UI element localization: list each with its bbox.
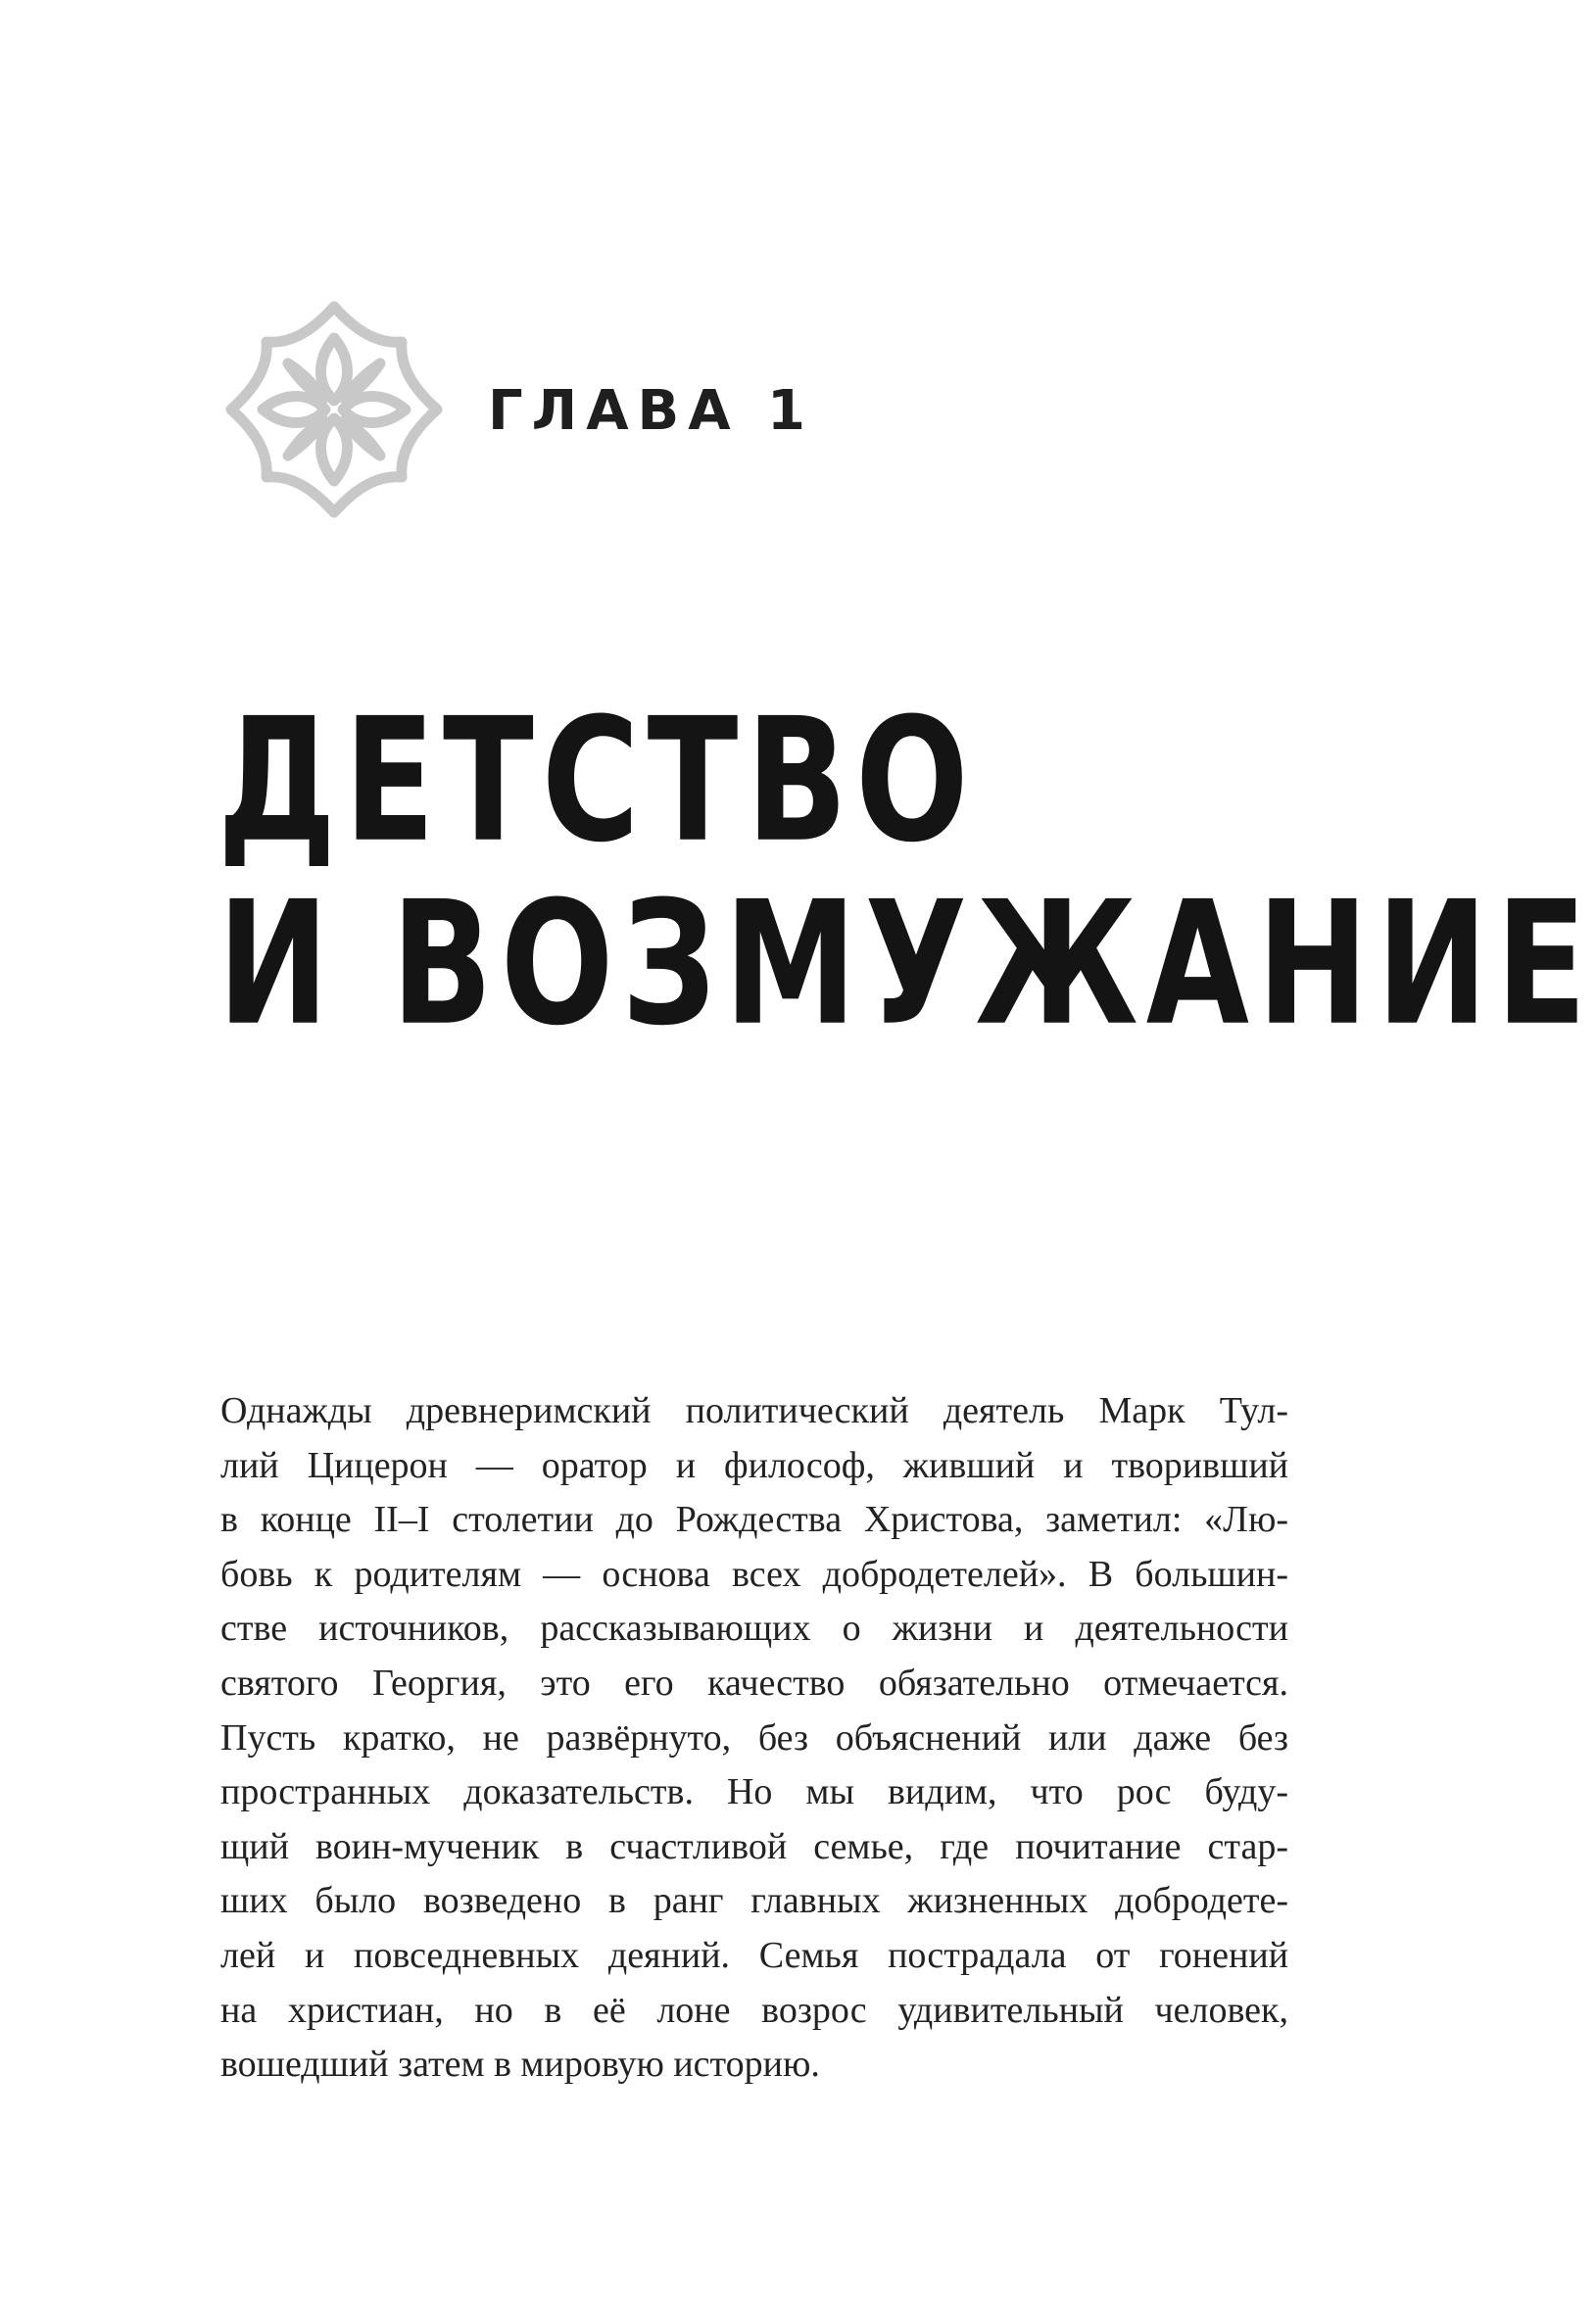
chapter-title-line: ДЕТСТВО — [218, 682, 977, 881]
paragraph-line: на христиан, но в её лоне возрос удивительный человек, — [220, 1989, 1288, 2031]
paragraph-line: ших было возведено в ранг главных жизненных добродете- — [220, 1880, 1288, 1922]
quatrefoil-ornament-icon — [223, 299, 445, 520]
paragraph-line: стве источников, рассказывающих о жизни и деятельности — [220, 1608, 1288, 1650]
paragraph-line: Пусть кратко, не развёрнуто, без объяснений или даже без — [220, 1716, 1288, 1759]
paragraph-line: лей и повседневных деяний. Семья пострадала от гонений — [220, 1934, 1288, 1976]
chapter-title-line: И ВОЗМУЖАНИЕ — [218, 865, 1595, 1064]
paragraph-line: святого Георгия, это его качество обязательно отмечается. — [220, 1662, 1288, 1704]
chapter-title — [218, 682, 1595, 1064]
body-paragraph — [220, 1384, 1288, 2093]
paragraph-line: пространных доказательств. Но мы видим, что рос буду- — [220, 1771, 1288, 1813]
paragraph-line: щий воин-мученик в счастливой семье, где почитание стар- — [220, 1825, 1288, 1867]
paragraph-line: Однажды древнеримский политический деятель Марк Тул- — [220, 1390, 1288, 1431]
paragraph-line: лий Цицерон — оратор и философ, живший и творивший — [220, 1444, 1288, 1486]
chapter-label: ГЛАВА 1 — [488, 379, 815, 443]
paragraph-line: бовь к родителям — основа всех добродетелей». В большин- — [220, 1553, 1288, 1595]
paragraph-line: вошедший затем в мировую историю. — [220, 2044, 820, 2086]
paragraph-line: в конце II–I столетии до Рождества Христова, заметил: «Лю- — [220, 1499, 1288, 1541]
